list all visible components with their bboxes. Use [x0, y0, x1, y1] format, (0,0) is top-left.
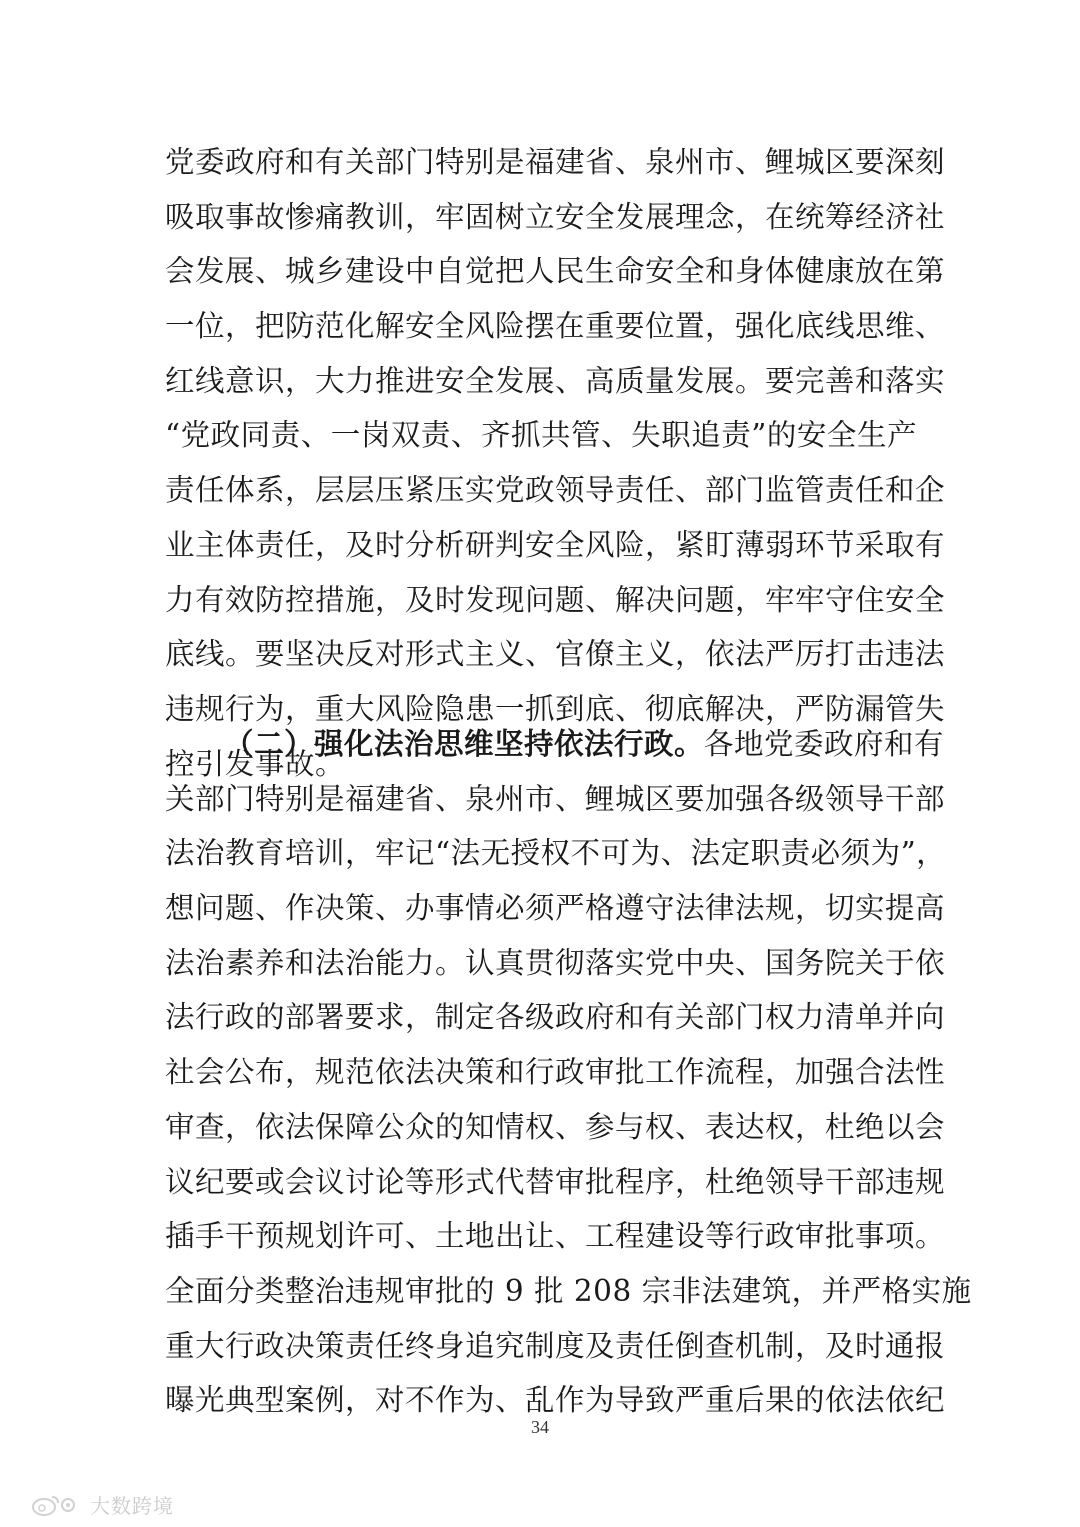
text-line: 法治教育培训，牢记“法无授权不可为、法定职责必须为”， [165, 836, 947, 871]
text-line: 吸取事故惨痛教训，牢固树立安全发展理念，在统筹经济社 [165, 199, 946, 234]
text-line: 党委政府和有关部门特别是福建省、泉州市、鲤城区要深刻 [165, 145, 946, 179]
paragraph-continuation [165, 135, 946, 791]
text-line: 责任体系，层层压紧压实党政领导责任、部门监管责任和企 [165, 473, 946, 508]
text-line: 插手干预规划许可、土地出让、工程建设等行政审批事项。 [165, 1219, 946, 1254]
text-line: 想问题、作决策、办事情必须严格遵守法律法规，切实提高 [165, 891, 946, 926]
heading-line-rest: 各地党委政府和有 [704, 727, 945, 761]
text-line: 违规行为，重大风险隐患一抓到底、彻底解决，严防漏管失 [165, 691, 946, 726]
text-line: 社会公布，规范依法决策和行政审批工作流程，加强合法性 [165, 1055, 946, 1090]
section-paragraph-2 [165, 717, 972, 1428]
text-line: 关部门特别是福建省、泉州市、鲤城区要加强各级领导干部 [165, 781, 946, 816]
text-line: 法行政的部署要求，制定各级政府和有关部门权力清单并向 [165, 1000, 946, 1035]
heading-line [165, 717, 945, 772]
text-line: 议纪要或会议讨论等形式代替审批程序，杜绝领导干部违规 [165, 1164, 946, 1199]
text-line: 一位，把防范化解安全风险摆在重要位置，强化底线思维、 [165, 309, 946, 344]
text-line: 红线意识，大力推进安全发展、高质量发展。要完善和落实 [165, 363, 946, 398]
watermark [30, 1490, 174, 1519]
text-line: 力有效防控措施，及时发现问题、解决问题，牢牢守住安全 [165, 582, 946, 617]
watermark-text: 大数跨境 [90, 1494, 174, 1518]
text-line: 底线。要坚决反对形式主义、官僚主义，依法严厉打击违法 [165, 637, 946, 672]
text-line: 控引发事故。 [165, 746, 346, 781]
text-line: 审查，依法保障公众的知情权、参与权、表达权，杜绝以会 [165, 1109, 946, 1144]
text-line: 曝光典型案例，对不作为、乱作为导致严重后果的依法依纪 [165, 1383, 946, 1418]
text-line: 法治素养和法治能力。认真贯彻落实党中央、国务院关于依 [165, 945, 946, 980]
page-number: 34 [531, 1417, 549, 1437]
text-line: 重大行政决策责任终身追究制度及责任倒查机制，及时通报 [165, 1328, 946, 1363]
text-line: “党政同责、一岗双责、齐抓共管、失职追责”的安全生产 [165, 418, 917, 453]
weibo-logo-icon [30, 1493, 84, 1517]
text-line: 会发展、城乡建设中自觉把人民生命安全和身体健康放在第 [165, 254, 946, 289]
text-line: 业主体责任，及时分析研判安全风险，紧盯薄弱环节采取有 [165, 527, 946, 562]
text-line: 全面分类整治违规审批的 9 批 208 宗非法建筑，并严格实施 [165, 1273, 972, 1308]
section-heading: （二）强化法治思维坚持依法行政。 [224, 727, 705, 761]
